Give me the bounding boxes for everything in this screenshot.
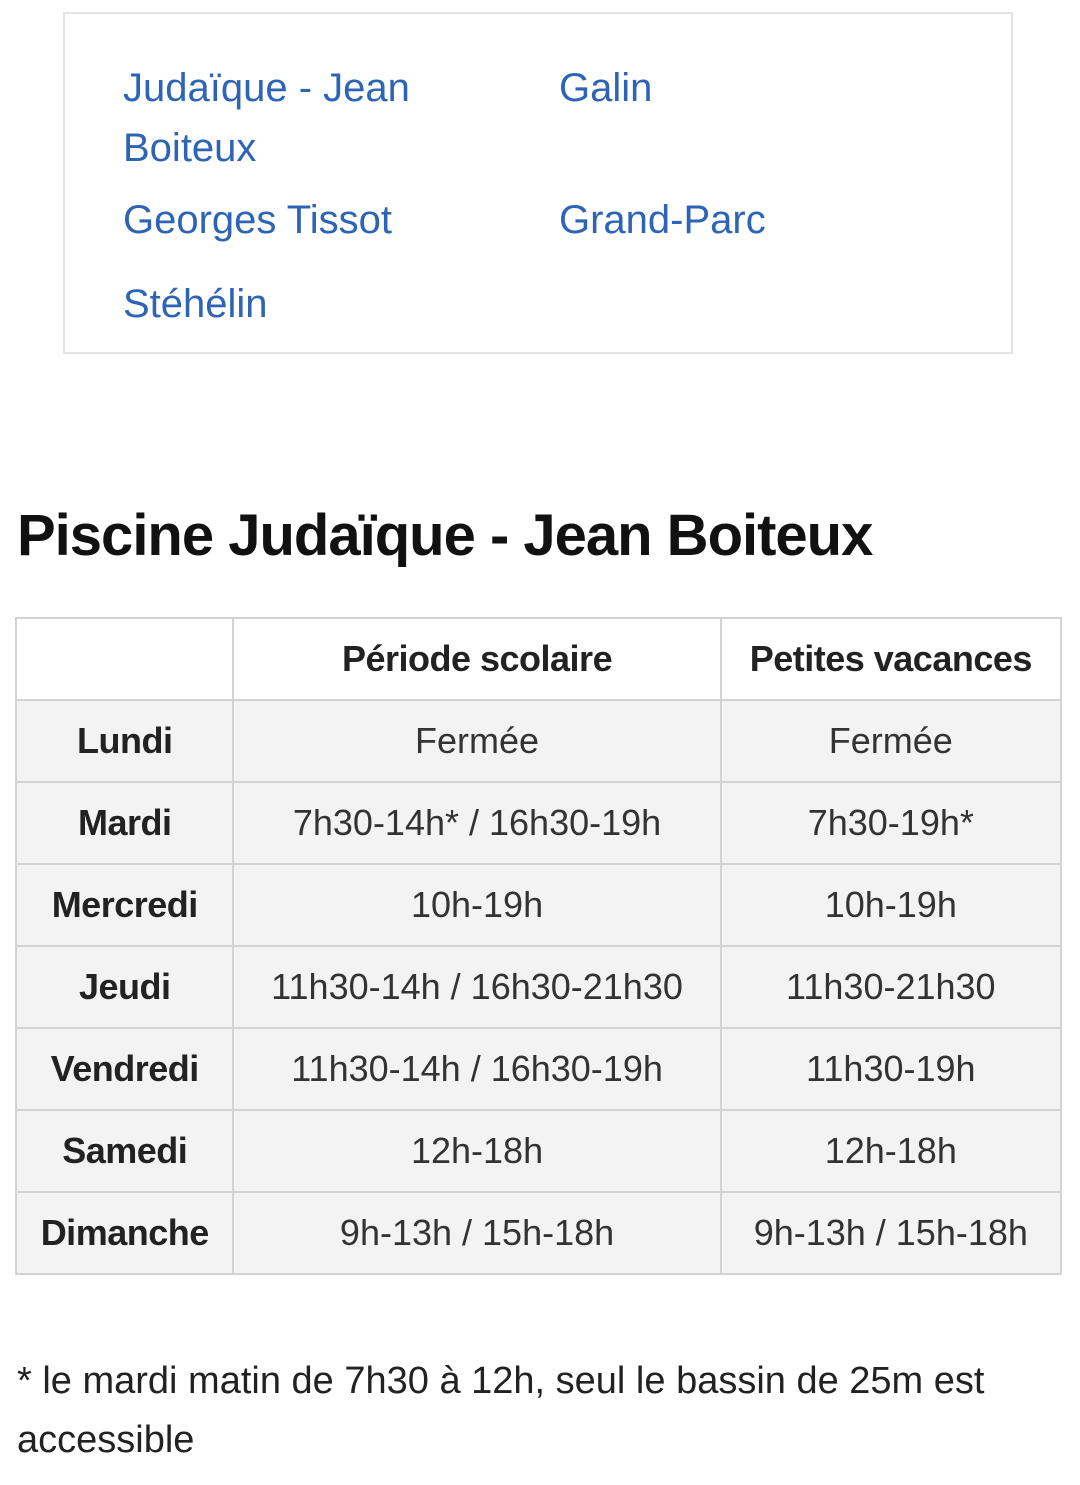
day-label: Jeudi	[16, 946, 233, 1028]
link-grand-parc[interactable]: Grand-Parc	[559, 198, 766, 242]
schedule-table	[15, 617, 1062, 1275]
day-label: Samedi	[16, 1110, 233, 1192]
table-row	[16, 1028, 1061, 1110]
link-galin[interactable]: Galin	[559, 66, 653, 110]
hours-scolaire: 11h30-14h / 16h30-21h30	[233, 946, 720, 1028]
hours-scolaire: 7h30-14h* / 16h30-19h	[233, 782, 720, 864]
hours-vacances: 11h30-19h	[721, 1028, 1061, 1110]
header-empty-cell	[16, 618, 233, 700]
schedule-footnote: * le mardi matin de 7h30 à 12h, seul le bassin de 25m est accessible	[17, 1360, 985, 1461]
hours-scolaire: 11h30-14h / 16h30-19h	[233, 1028, 720, 1110]
hours-scolaire: Fermée	[233, 700, 720, 782]
table-row	[16, 1110, 1061, 1192]
hours-vacances: 9h-13h / 15h-18h	[721, 1192, 1061, 1274]
day-label: Mardi	[16, 782, 233, 864]
link-georges-tissot[interactable]: Georges Tissot	[123, 198, 393, 242]
day-label: Mercredi	[16, 864, 233, 946]
header-periode-scolaire: Période scolaire	[233, 618, 720, 700]
hours-vacances: Fermée	[721, 700, 1061, 782]
hours-vacances: 7h30-19h*	[721, 782, 1061, 864]
hours-scolaire: 12h-18h	[233, 1110, 720, 1192]
table-row	[16, 864, 1061, 946]
day-label: Dimanche	[16, 1192, 233, 1274]
hours-vacances: 10h-19h	[721, 864, 1061, 946]
day-label: Vendredi	[16, 1028, 233, 1110]
table-row	[16, 946, 1061, 1028]
hours-vacances: 11h30-21h30	[721, 946, 1061, 1028]
header-petites-vacances: Petites vacances	[721, 618, 1061, 700]
day-label: Lundi	[16, 700, 233, 782]
table-row	[16, 700, 1061, 782]
link-stehelin[interactable]: Stéhélin	[123, 282, 268, 326]
hours-scolaire: 9h-13h / 15h-18h	[233, 1192, 720, 1274]
hours-scolaire: 10h-19h	[233, 864, 720, 946]
section-title: Piscine Judaïque - Jean Boiteux	[17, 503, 873, 568]
link-judaique-jean-boiteux[interactable]: Judaïque - Jean Boiteux	[123, 66, 410, 170]
hours-vacances: 12h-18h	[721, 1110, 1061, 1192]
table-header-row	[16, 618, 1061, 700]
pool-links-box	[63, 12, 1013, 354]
table-row	[16, 1192, 1061, 1274]
table-row	[16, 782, 1061, 864]
